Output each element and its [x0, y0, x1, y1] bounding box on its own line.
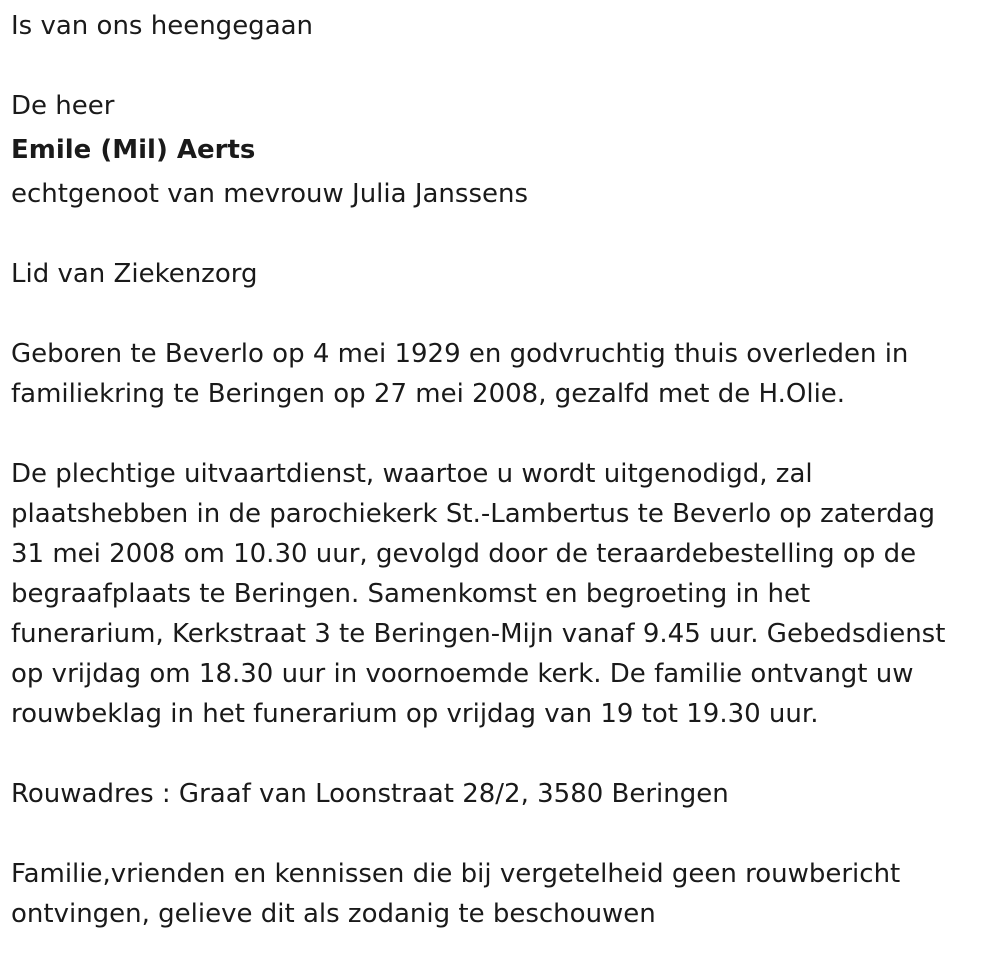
- membership-line: Lid van Ziekenzorg: [11, 259, 258, 289]
- spouse-line: echtgenoot van mevrouw Julia Janssens: [11, 179, 529, 209]
- funeral-details-paragraph: De plechtige uitvaartdienst, waartoe u wordt uitgenodigd, zal plaatshebben in de parochiekerk St.-Lambertus te Beverlo op zaterdag 31 mei 2008 om 10.30 uur, gevolgd door de teraardebestelling op de begraafplaats te Beringen. Samenkomst en begroeting in het funerarium, Kerkstraat 3 te Beringen-Mijn vanaf 9.45 uur. Gebedsdienst op vrijdag om 18.30 uur in voornoemde kerk. De familie ontvangt uw rouwbeklag in het funerarium op vrijdag van 19 tot 19.30 uur.: [11, 459, 946, 729]
- mourning-address: Rouwadres : Graaf van Loonstraat 28/2, 3580 Beringen: [11, 779, 729, 809]
- deceased-name: Emile (Mil) Aerts: [11, 135, 256, 165]
- salutation: De heer: [11, 91, 115, 121]
- birth-death-paragraph: Geboren te Beverlo op 4 mei 1929 en godvruchtig thuis overleden in familiekring te Beringen op 27 mei 2008, gezalfd met de H.Olie.: [11, 339, 909, 409]
- closing-note: Familie,vrienden en kennissen die bij vergetelheid geen rouwbericht ontvingen, gelieve dit als zodanig te beschouwen: [11, 859, 901, 929]
- obituary-document: [11, 6, 986, 934]
- intro-text: Is van ons heengegaan: [11, 11, 314, 41]
